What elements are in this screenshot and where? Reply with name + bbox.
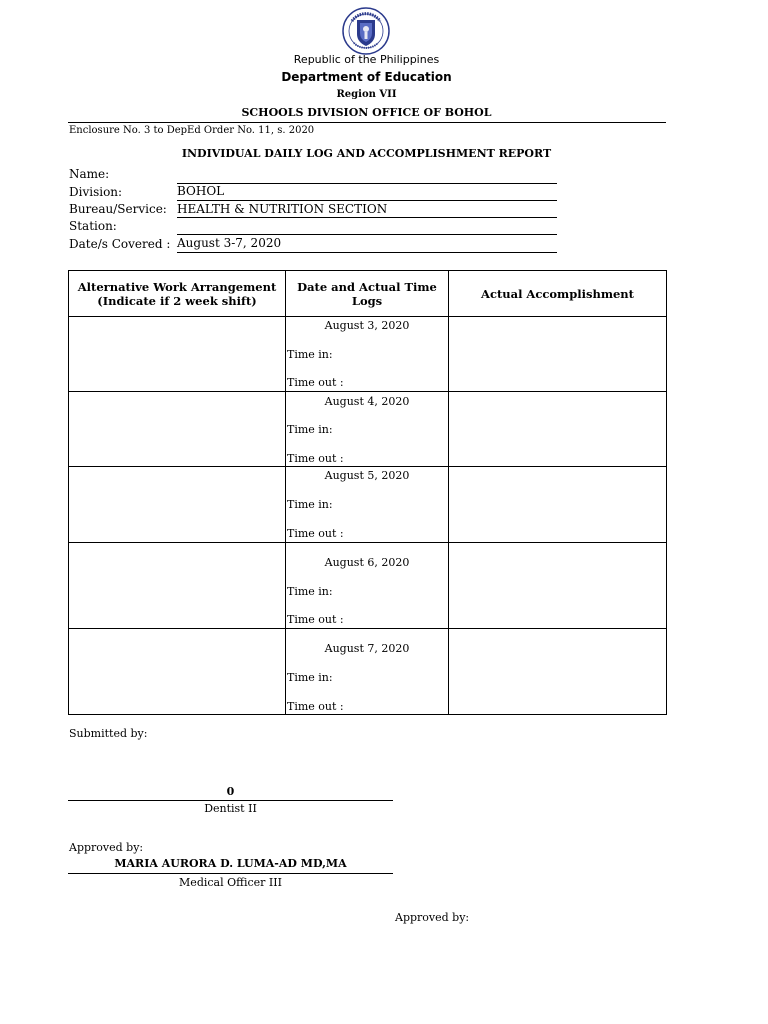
deped-seal-logo <box>342 7 390 55</box>
table-row <box>69 543 667 629</box>
header-republic: Republic of the Philippines <box>293 53 440 66</box>
dates-covered-label: Date/s Covered : <box>69 237 171 251</box>
time-in-label: Time in: <box>287 585 333 598</box>
station-label: Station: <box>69 219 117 233</box>
table-header-row <box>69 271 667 317</box>
header-accomplishment: Actual Accomplishment <box>449 271 667 317</box>
name-underline <box>177 183 557 184</box>
approved-by-name: MARIA AURORA D. LUMA-AD MD,MA <box>114 857 347 870</box>
approved-signature-line <box>68 873 393 874</box>
time-log-cell <box>286 543 449 629</box>
time-in-label: Time in: <box>287 498 333 511</box>
division-value: BOHOL <box>177 184 225 198</box>
work-arrangement-cell <box>69 543 286 629</box>
approved-by-label: Approved by: <box>69 841 144 854</box>
enclosure-note: Enclosure No. 3 to DepEd Order No. 11, s. 2020 <box>69 125 315 136</box>
submitted-by-name: 0 <box>226 785 235 798</box>
table-row <box>69 467 667 543</box>
accomplishment-cell <box>449 392 667 467</box>
accomplishment-cell <box>449 317 667 392</box>
bureau-underline <box>177 217 557 218</box>
header-work-arrangement-line2: (Indicate if 2 week shift) <box>97 293 257 308</box>
log-date: August 4, 2020 <box>324 395 410 408</box>
table-row <box>69 317 667 392</box>
work-arrangement-cell <box>69 629 286 715</box>
time-log-cell <box>286 317 449 392</box>
table-row <box>69 392 667 467</box>
header-region: Region VII <box>336 89 397 100</box>
time-in-label: Time in: <box>287 348 333 361</box>
header-work-arrangement <box>69 271 286 317</box>
header-work-arrangement-line1: Alternative Work Arrangement <box>77 279 277 294</box>
log-date: August 7, 2020 <box>324 642 410 655</box>
approved-by-position: Medical Officer III <box>179 876 282 889</box>
work-arrangement-cell <box>69 467 286 543</box>
division-underline <box>177 200 557 201</box>
header-rule <box>68 122 666 123</box>
header-division-office: SCHOOLS DIVISION OFFICE OF BOHOL <box>241 106 492 119</box>
second-approved-by-label: Approved by: <box>395 911 470 924</box>
header-department: Department of Education <box>281 70 452 84</box>
bureau-label: Bureau/Service: <box>69 202 167 216</box>
report-title: INDIVIDUAL DAILY LOG AND ACCOMPLISHMENT REPORT <box>181 147 552 160</box>
dates-covered-value: August 3-7, 2020 <box>177 236 282 250</box>
time-in-label: Time in: <box>287 423 333 436</box>
submitted-signature-line <box>68 800 393 801</box>
submitted-by-label: Submitted by: <box>69 727 148 740</box>
log-date: August 5, 2020 <box>324 469 410 482</box>
time-out-label: Time out : <box>287 376 344 389</box>
dates-covered-underline <box>177 252 557 253</box>
time-in-label: Time in: <box>287 671 333 684</box>
log-date: August 3, 2020 <box>324 319 410 332</box>
accomplishment-cell <box>449 467 667 543</box>
header-time-logs: Date and Actual Time Logs <box>286 271 449 317</box>
daily-log-table <box>68 270 667 715</box>
station-underline <box>177 234 557 235</box>
time-log-cell <box>286 467 449 543</box>
table-row <box>69 629 667 715</box>
time-out-label: Time out : <box>287 527 344 540</box>
work-arrangement-cell <box>69 317 286 392</box>
time-out-label: Time out : <box>287 700 344 713</box>
division-label: Division: <box>69 185 123 199</box>
bureau-value: HEALTH & NUTRITION SECTION <box>177 202 388 216</box>
accomplishment-cell <box>449 629 667 715</box>
time-out-label: Time out : <box>287 613 344 626</box>
work-arrangement-cell <box>69 392 286 467</box>
time-log-cell <box>286 392 449 467</box>
name-label: Name: <box>69 167 110 181</box>
time-log-cell <box>286 629 449 715</box>
log-date: August 6, 2020 <box>324 556 410 569</box>
accomplishment-cell <box>449 543 667 629</box>
submitted-by-position: Dentist II <box>204 802 257 815</box>
time-out-label: Time out : <box>287 452 344 465</box>
